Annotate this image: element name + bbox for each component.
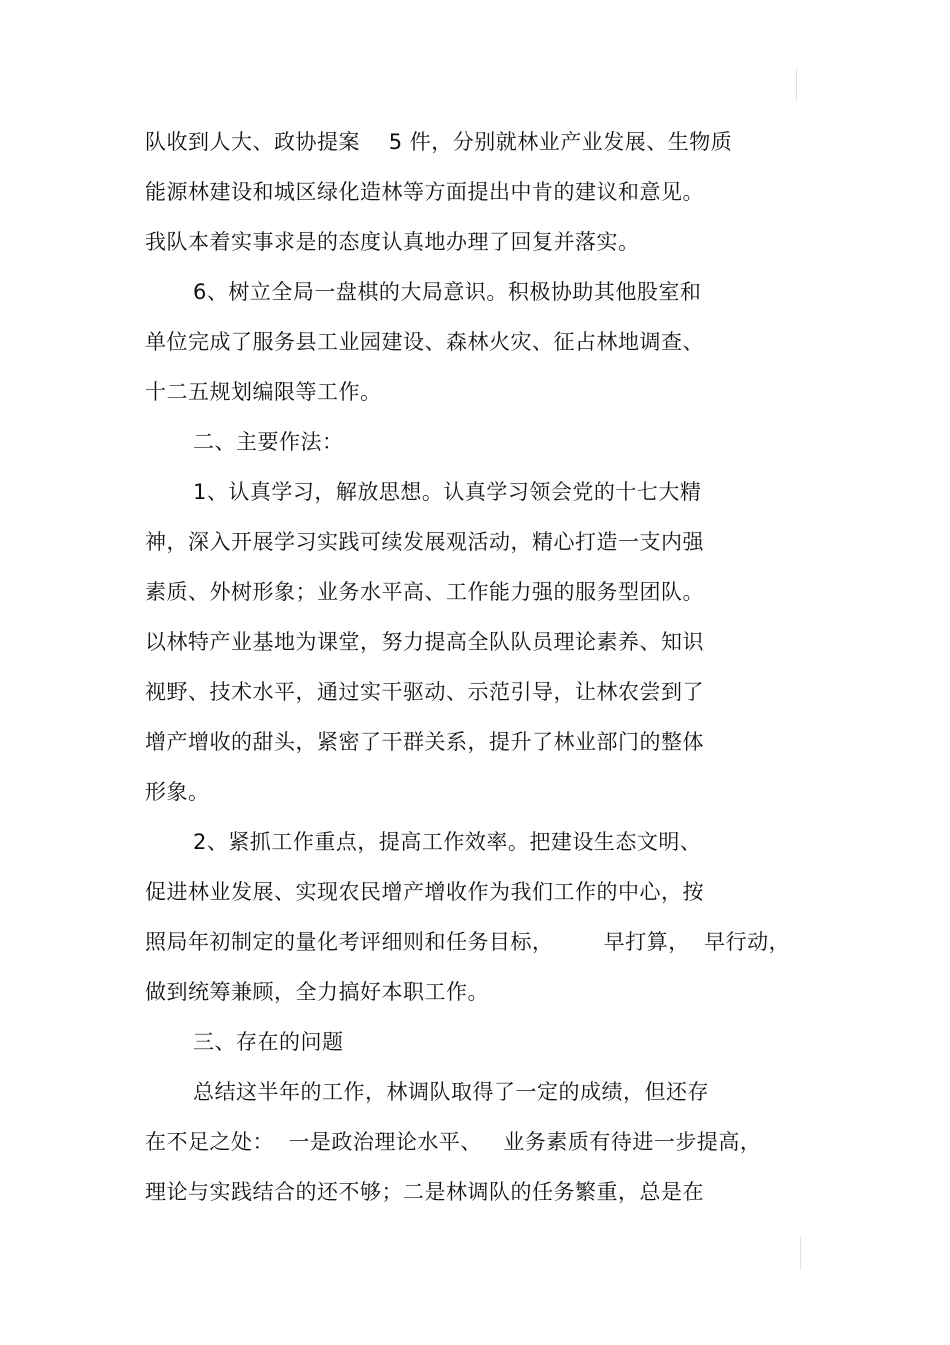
text-line: 照局年初制定的量化考评细则和任务目标， 早打算， 早行动，: [145, 930, 791, 954]
text-line: 神，深入开展学习实践可续发展观活动，精心打造一支内强: [145, 530, 704, 554]
text-line: 十二五规划编限等工作。: [145, 380, 382, 404]
text-line: 理论与实践结合的还不够；二是林调队的任务繁重，总是在: [145, 1180, 704, 1204]
text-line: 素质、外树形象；业务水平高、工作能力强的服务型团队。: [145, 580, 704, 604]
paragraph-start: 6、树立全局一盘棋的大局意识。积极协助其他股室和: [193, 280, 702, 304]
text-line: 在不足之处： 一是政治理论水平、 业务素质有待进一步提高，: [145, 1130, 762, 1154]
text-line: 队收到人大、政协提案 5 件，分别就林业产业发展、生物质: [145, 130, 733, 154]
text-line: 形象。: [145, 780, 210, 804]
text-line: 能源林建设和城区绿化造林等方面提出中肯的建议和意见。: [145, 180, 704, 204]
text-line: 做到统筹兼顾，全力搞好本职工作。: [145, 980, 489, 1004]
paragraph-start: 2、紧抓工作重点，提高工作效率。把建设生态文明、: [193, 830, 702, 854]
text-line: 以林特产业基地为课堂，努力提高全队队员理论素养、知识: [145, 630, 704, 654]
paragraph-start: 1、认真学习，解放思想。认真学习领会党的十七大精: [193, 480, 702, 504]
text-line: 促进林业发展、实现农民增产增收作为我们工作的中心，按: [145, 880, 704, 904]
text-line: 单位完成了服务县工业园建设、森林火灾、征占林地调查、: [145, 330, 704, 354]
text-line: 视野、技术水平，通过实干驱动、示范引导，让林农尝到了: [145, 680, 704, 704]
section-heading: 二、主要作法：: [193, 430, 344, 454]
page-edge-mark-bottom: [800, 1236, 801, 1270]
section-heading: 三、存在的问题: [193, 1030, 344, 1054]
text-line: 我队本着实事求是的态度认真地办理了回复并落实。: [145, 230, 640, 254]
text-line: 增产增收的甜头，紧密了干群关系，提升了林业部门的整体: [145, 730, 704, 754]
page-edge-mark-top: [796, 68, 797, 102]
paragraph-start: 总结这半年的工作，林调队取得了一定的成绩，但还存: [193, 1080, 709, 1104]
